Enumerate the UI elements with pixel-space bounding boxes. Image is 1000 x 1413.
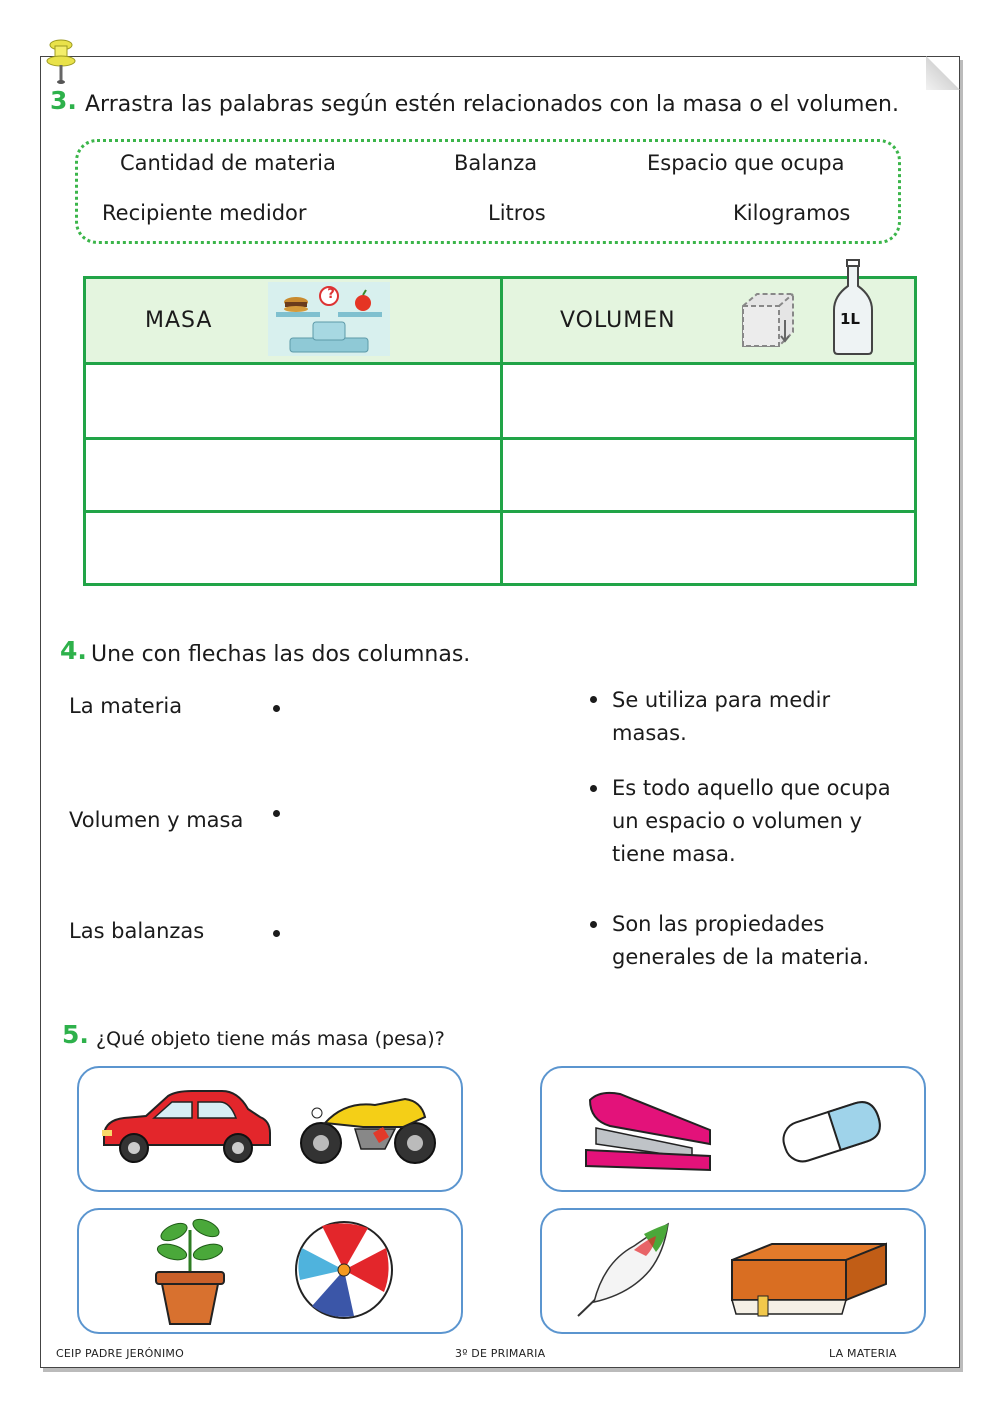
cube-volume-icon xyxy=(737,290,799,350)
right-definition: Se utiliza para medir masas. xyxy=(612,688,831,745)
match-dot-right[interactable] xyxy=(590,921,597,928)
footer-topic: LA MATERIA xyxy=(829,1347,897,1360)
book-icon[interactable] xyxy=(728,1240,890,1320)
q4-number: 4. xyxy=(60,636,87,665)
footer-grade: 3º DE PRIMARIA xyxy=(455,1347,546,1360)
bottle-1l-icon xyxy=(832,258,874,356)
left-term: Las balanzas xyxy=(69,919,205,943)
drop-zone-masa-2[interactable] xyxy=(86,438,497,508)
match-dot-right[interactable] xyxy=(590,785,597,792)
q5-instruction: ¿Qué objeto tiene más masa (pesa)? xyxy=(96,1028,445,1050)
drop-zone-masa-1[interactable] xyxy=(86,365,497,435)
draggable-word[interactable]: Cantidad de materia xyxy=(120,151,336,175)
stapler-icon[interactable] xyxy=(582,1088,716,1174)
motorcycle-icon[interactable] xyxy=(295,1093,441,1167)
draggable-word[interactable]: Recipiente medidor xyxy=(102,201,307,225)
match-dot-right[interactable] xyxy=(590,696,597,703)
drop-zone-volumen-1[interactable] xyxy=(503,365,914,435)
column-header-volumen: VOLUMEN xyxy=(560,308,676,333)
drop-zone-volumen-3[interactable] xyxy=(503,511,914,583)
draggable-word[interactable]: Balanza xyxy=(454,151,538,175)
right-definition: Son las propiedades generales de la materia. xyxy=(612,912,870,969)
match-dot-left[interactable] xyxy=(273,810,280,817)
feather-icon[interactable] xyxy=(574,1222,674,1320)
pushpin-icon xyxy=(44,38,78,86)
footer-school: CEIP PADRE JERÓNIMO xyxy=(56,1347,184,1360)
scale-question-mark: ? xyxy=(327,287,335,302)
beach-ball-icon[interactable] xyxy=(292,1218,396,1322)
q3-number: 3. xyxy=(50,86,77,115)
draggable-word[interactable]: Kilogramos xyxy=(733,201,851,225)
right-definition: Es todo aquello que ocupa un espacio o volumen y tiene masa. xyxy=(612,776,891,866)
drop-zone-volumen-2[interactable] xyxy=(503,438,914,508)
left-term: Volumen y masa xyxy=(69,808,244,832)
q3-instruction: Arrastra las palabras según estén relacionados con la masa o el volumen. xyxy=(85,92,899,117)
eraser-icon[interactable] xyxy=(776,1092,886,1168)
q4-instruction: Une con flechas las dos columnas. xyxy=(91,642,471,667)
q5-number: 5. xyxy=(62,1020,89,1049)
bottle-label: 1L xyxy=(840,310,860,328)
draggable-word[interactable]: Espacio que ocupa xyxy=(647,151,845,175)
match-dot-left[interactable] xyxy=(273,930,280,937)
comparison-box-3 xyxy=(77,1208,463,1334)
left-term: La materia xyxy=(69,694,183,718)
potted-plant-icon[interactable] xyxy=(150,1214,230,1326)
draggable-word[interactable]: Litros xyxy=(488,201,546,225)
car-icon[interactable] xyxy=(98,1090,272,1166)
column-header-masa: MASA xyxy=(145,308,213,333)
drop-zone-masa-3[interactable] xyxy=(86,511,497,583)
match-dot-left[interactable] xyxy=(273,705,280,712)
